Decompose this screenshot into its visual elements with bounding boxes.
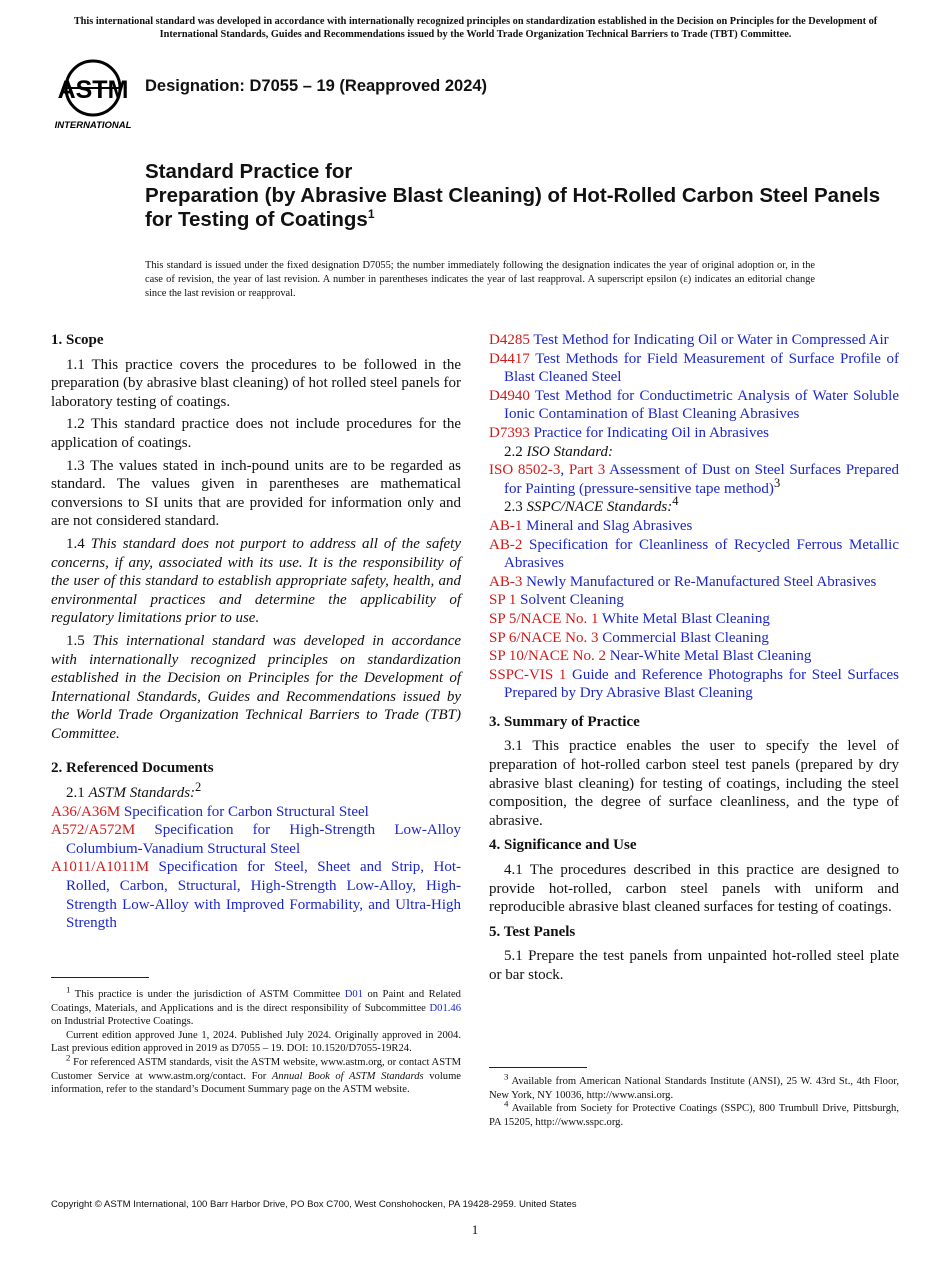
ref-code[interactable]: D7393 xyxy=(489,424,530,441)
ref-entry[interactable] xyxy=(489,591,899,610)
ref-code[interactable]: SP 5/NACE No. 1 xyxy=(489,610,599,627)
tbt-notice: This international standard was developed in accordance with internationally recognized principles on standardization established in the Decision on Principles for the Development of International Standards, Guides and Recommendations issued by the World Trade Organization Technical Barriers to Trade (TBT) Committee. xyxy=(73,16,878,40)
fn3-text: Available from American National Standards Institute (ANSI), 25 W. 43rd St., 4th Floor, New York, NY 10036, http://www.ansi.org. xyxy=(489,1076,899,1101)
fn1-mark: 1 xyxy=(66,984,71,995)
astm-ref-list-right xyxy=(489,331,899,443)
para-1-4-text: This standard does not purport to address all of the safety concerns, if any, associated with its use. It is the responsibility of the user of this standard to establish appropriate safety, health, and environmental practices and determine the applicability of regulatory limitations prior to use. xyxy=(51,535,461,627)
ref-code[interactable]: A572/A572M xyxy=(51,822,136,839)
fn2-italic: Annual Book of ASTM Standards xyxy=(271,1070,424,1082)
para-1-3: 1.3 The values stated in inch-pound units are to be regarded as standard. The values given in parentheses are mathematical conversions to SI units that are provided for information only and are not considered standard. xyxy=(51,457,461,530)
para-5-1: 5.1 Prepare the test panels from unpainted hot-rolled steel plate or bar stock. xyxy=(489,948,899,983)
ref-code[interactable]: A1011/A1011M xyxy=(51,859,150,876)
fn1-text-b: on Paint and Related Coatings, Materials, and Applications and is the direct responsibility of Subcommittee xyxy=(51,989,461,1014)
fn2-text-a: For referenced ASTM standards, visit the ASTM website, www.astm.org, or contact ASTM Customer Service at www.astm.org/contact. For xyxy=(51,1056,461,1082)
ref-desc[interactable]: Solvent Cleaning xyxy=(520,592,624,609)
ref-desc[interactable]: Newly Manufactured or Re-Manufactured Steel Abrasives xyxy=(526,573,877,590)
logo-mark: ASTM xyxy=(57,76,129,104)
ref-desc[interactable]: Specification for Steel, Sheet and Strip, Hot-Rolled, Carbon, Structural, High-Strength Low-Alloy, High-Strength Low-Alloy with Improved Formability, and Ultra-High Strength xyxy=(66,859,461,932)
ref-desc[interactable]: Test Method for Conductimetric Analysis of Water Soluble Ionic Contamination of Blast Cleaning Abrasives xyxy=(504,387,899,423)
ref-code[interactable]: AB-2 xyxy=(489,536,523,553)
fn2-text-b: volume information, refer to the standard’s Document Summary page on the ASTM website. xyxy=(51,1070,462,1096)
scope-heading: 1. Scope xyxy=(51,332,104,348)
title-line-1: Standard Practice for xyxy=(145,160,353,183)
right-column xyxy=(489,331,899,989)
ref-code[interactable]: A36/A36M xyxy=(51,803,121,820)
ref-entry[interactable] xyxy=(489,647,899,666)
copyright: Copyright © ASTM International, 100 Barr Harbor Drive, PO Box C700, West Conshohocken, PA 19428-2959. United States xyxy=(51,1199,577,1210)
ref-entry[interactable] xyxy=(489,387,899,424)
ref-entry[interactable] xyxy=(489,610,899,629)
ref-code[interactable]: D4417 xyxy=(489,350,530,367)
para-1-4-num: 1.4 xyxy=(66,535,85,552)
sspc-ref-list xyxy=(489,517,899,703)
ref-desc[interactable]: Mineral and Slag Abrasives xyxy=(526,517,693,534)
fn1-text-a: This practice is under the jurisdiction of ASTM Committee xyxy=(74,989,341,1000)
astm-fn-mark: 2 xyxy=(195,780,202,795)
designation: Designation: D7055 – 19 (Reapproved 2024) xyxy=(145,77,488,95)
ref-desc[interactable]: Specification for Carbon Structural Steel xyxy=(123,803,369,820)
iso-standard-label xyxy=(504,443,899,462)
fn4-mark: 4 xyxy=(504,1098,509,1109)
left-column xyxy=(51,331,461,933)
ref-desc[interactable]: Practice for Indicating Oil in Abrasives xyxy=(533,424,769,441)
fn1-text-c: on Industrial Protective Coatings. xyxy=(51,1016,194,1028)
ref-entry[interactable] xyxy=(51,858,461,932)
standard-title xyxy=(145,160,885,232)
sspc-label: SSPC/NACE Standards: xyxy=(526,499,673,516)
ref-desc[interactable]: White Metal Blast Cleaning xyxy=(601,610,770,627)
iso-label: ISO Standard: xyxy=(526,443,614,460)
title-footnote-mark: 1 xyxy=(367,207,375,222)
sspc-num: 2.3 xyxy=(504,499,523,516)
ref-entry[interactable] xyxy=(51,803,461,822)
footnotes-right xyxy=(489,1071,899,1129)
para-3-1: 3.1 This practice enables the user to specify the level of preparation of hot-rolled carbon steel test panels (prepared by dry abrasive blast cleaning) for testing of coatings, including the steel composition, the degree of surface cleanliness, and the type of abrasive. xyxy=(489,738,899,829)
ref-desc[interactable]: Specification for High-Strength Low-Alloy Columbium-Vanadium Structural Steel xyxy=(66,822,461,857)
ref-sep: , xyxy=(560,462,565,479)
fn4-text: Available from Society for Protective Coatings (SSPC), 800 Trumbull Drive, Pittsburgh, PA 15205, http://www.sspc.org. xyxy=(489,1103,899,1128)
panels-heading: 5. Test Panels xyxy=(489,923,576,940)
para-1-2: 1.2 This standard practice does not include procedures for the application of coatings. xyxy=(51,416,461,451)
astm-logo xyxy=(52,58,134,130)
footnote-3 xyxy=(489,1071,899,1102)
ref-entry[interactable] xyxy=(489,517,899,536)
refdocs-heading: 2. Referenced Documents xyxy=(51,760,214,777)
logo-sub: INTERNATIONAL xyxy=(54,120,132,130)
ref-desc[interactable]: Near-White Metal Blast Cleaning xyxy=(609,648,812,665)
ref-desc[interactable]: Commercial Blast Cleaning xyxy=(602,629,769,646)
ref-entry[interactable] xyxy=(489,629,899,648)
ref-entry[interactable] xyxy=(489,536,899,573)
title-line-2: Preparation (by Abrasive Blast Cleaning) of Hot-Rolled Carbon Steel Panels for Testing of Coatings xyxy=(145,184,881,231)
ref-desc[interactable]: Specification for Cleanliness of Recycled Ferrous Metallic Abrasives xyxy=(504,536,900,572)
ref-entry[interactable] xyxy=(489,666,899,703)
sspc-standards-label xyxy=(504,494,899,517)
ref-code[interactable]: SP 10/NACE No. 2 xyxy=(489,648,606,665)
footnote-1 xyxy=(51,984,461,1029)
ref-code[interactable]: SSPC-VIS 1 xyxy=(489,666,567,683)
footnote-edition: Current edition approved June 1, 2024. Published July 2024. Originally approved in 2004. Last previous edition approved in 2019 as D7055 – 19. DOI: 10.1520/D7055-19R24. xyxy=(51,1029,461,1055)
significance-heading: 4. Significance and Use xyxy=(489,837,637,854)
iso-fn-mark: 3 xyxy=(773,475,781,490)
astm-num: 2.1 xyxy=(66,785,85,802)
astm-label: ASTM Standards: xyxy=(88,785,196,802)
footnote-2 xyxy=(51,1052,462,1097)
footnotes-left xyxy=(51,984,462,1097)
ref-code[interactable]: SP 6/NACE No. 3 xyxy=(489,629,599,646)
footnote-rule-right xyxy=(489,1067,587,1068)
para-1-4 xyxy=(51,535,461,628)
astm-standards-label xyxy=(66,780,461,803)
ref-desc[interactable]: Assessment of Dust on Steel Surfaces Prepared for Painting (pressure-sensitive tape method) xyxy=(504,462,899,497)
para-1-5 xyxy=(51,632,461,744)
iso-num: 2.2 xyxy=(504,443,523,460)
ref-entry[interactable] xyxy=(489,331,899,350)
ref-entry[interactable] xyxy=(489,424,899,443)
issued-note: This standard is issued under the fixed designation D7055; the number immediately following the designation indicates the year of original adoption or, in the case of revision, the year of last revision. A number in parentheses indicates the year of last reapproval. A superscript epsilon (ε) indicates an editorial change since the last revision or reapproval. xyxy=(145,260,815,299)
ref-code[interactable]: AB-1 xyxy=(489,517,523,534)
ref-code[interactable]: ISO 8502-3 xyxy=(489,462,561,479)
ref-desc[interactable]: Test Methods for Field Measurement of Surface Profile of Blast Cleaned Steel xyxy=(504,350,899,386)
ref-entry[interactable] xyxy=(489,350,899,387)
ref-entry[interactable] xyxy=(51,821,461,858)
para-4-1: 4.1 The procedures described in this practice are designed to provide hot-rolled, carbon steel panels with uniform and reproducible abrasive blast cleaned surfaces for testing of coatings. xyxy=(489,862,899,916)
para-1-5-text: This international standard was developed in accordance with internationally recognized principles on standardization established in the Decision on Principles for the Development of International Standards, Guides and Recommendations issued by the World Trade Organization Technical Barriers to Trade (TBT) Committee. xyxy=(51,632,462,742)
summary-heading: 3. Summary of Practice xyxy=(489,713,640,730)
ref-entry-iso[interactable] xyxy=(489,461,899,498)
ref-desc[interactable]: Guide and Reference Photographs for Steel Surfaces Prepared by Dry Abrasive Blast Cleaning xyxy=(504,666,900,702)
ref-code[interactable]: SP 1 xyxy=(489,592,517,609)
para-1-5-num: 1.5 xyxy=(66,632,85,649)
ref-entry[interactable] xyxy=(489,573,899,592)
ref-code[interactable]: D4940 xyxy=(489,387,530,404)
footnote-rule-left xyxy=(51,977,149,978)
fn2-mark: 2 xyxy=(66,1052,71,1063)
footnote-4 xyxy=(489,1098,899,1129)
fn3-mark: 3 xyxy=(504,1071,509,1082)
astm-ref-list-left xyxy=(51,803,461,933)
subcommittee-link[interactable]: D01.46 xyxy=(429,1002,461,1014)
committee-link[interactable]: D01 xyxy=(344,989,363,1000)
ref-code[interactable]: AB-3 xyxy=(489,573,523,590)
para-1-1: 1.1 This practice covers the procedures to be followed in the preparation (by abrasive blast cleaning) of hot rolled steel panels for laboratory testing of coatings. xyxy=(51,356,461,410)
page-number: 1 xyxy=(471,1222,479,1237)
ref-desc[interactable]: Test Method for Indicating Oil or Water in Compressed Air xyxy=(533,332,889,348)
ref-code[interactable]: D4285 xyxy=(489,332,530,348)
ref-code[interactable]: Part 3 xyxy=(568,462,606,479)
sspc-fn-mark: 4 xyxy=(672,494,679,509)
